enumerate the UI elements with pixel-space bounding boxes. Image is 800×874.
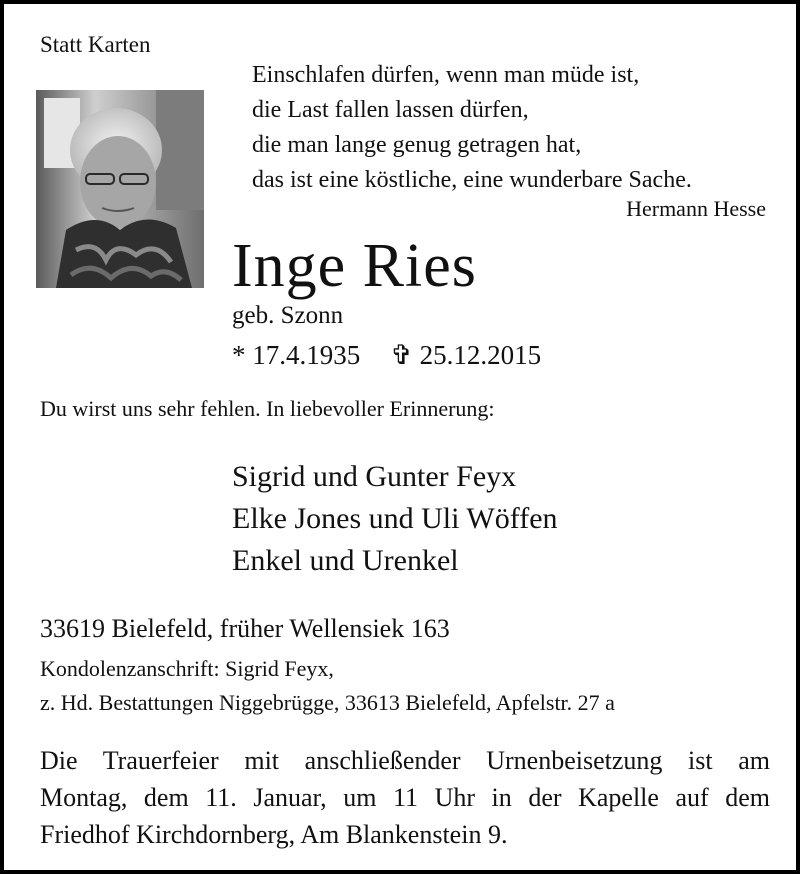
poem-line: Einschlafen dürfen, wenn man müde ist, [252,62,640,88]
poem-line: die Last fallen lassen dürfen, [252,97,529,123]
birth-name: geb. Szonn [232,302,344,329]
service-line: Montag, dem 11. Januar, um 11 Uhr in der Kapelle auf dem [40,783,770,812]
poem-author: Hermann Hesse [626,196,766,221]
birth-date: * 17.4.1935 [232,340,361,370]
condolence-line: z. Hd. Bestattungen Niggebrügge, 33613 Bielefeld, Apfelstr. 27 a [40,690,615,715]
deceased-name: Inge Ries [232,232,477,300]
condolence-line: Kondolenzanschrift: Sigrid Feyx, [40,656,334,681]
home-address: 33619 Bielefeld, früher Wellensiek 163 [40,614,450,643]
family-list [232,456,558,582]
service-line: Die Trauerfeier mit anschließender Urnenbeisetzung ist am [40,746,770,775]
service-line: Friedhof Kirchdornberg, Am Blankenstein 9. [40,820,508,849]
family-member: Sigrid und Gunter Feyx [232,460,517,493]
life-dates [232,340,541,371]
poem-line: die man lange genug getragen hat, [252,132,582,158]
death-date: ✞ 25.12.2015 [390,340,542,370]
memorial-intro: Du wirst uns sehr fehlen. In liebevoller Erinnerung: [40,396,495,421]
poem-line: das ist eine köstliche, eine wunderbare Sache. [252,167,692,193]
statt-karten-label: Statt Karten [40,32,151,57]
service-info [40,742,770,853]
family-member: Enkel und Urenkel [232,544,459,577]
portrait-photo [36,90,204,288]
condolence-address [40,652,615,720]
family-member: Elke Jones und Uli Wöffen [232,502,558,535]
poem [252,58,692,198]
